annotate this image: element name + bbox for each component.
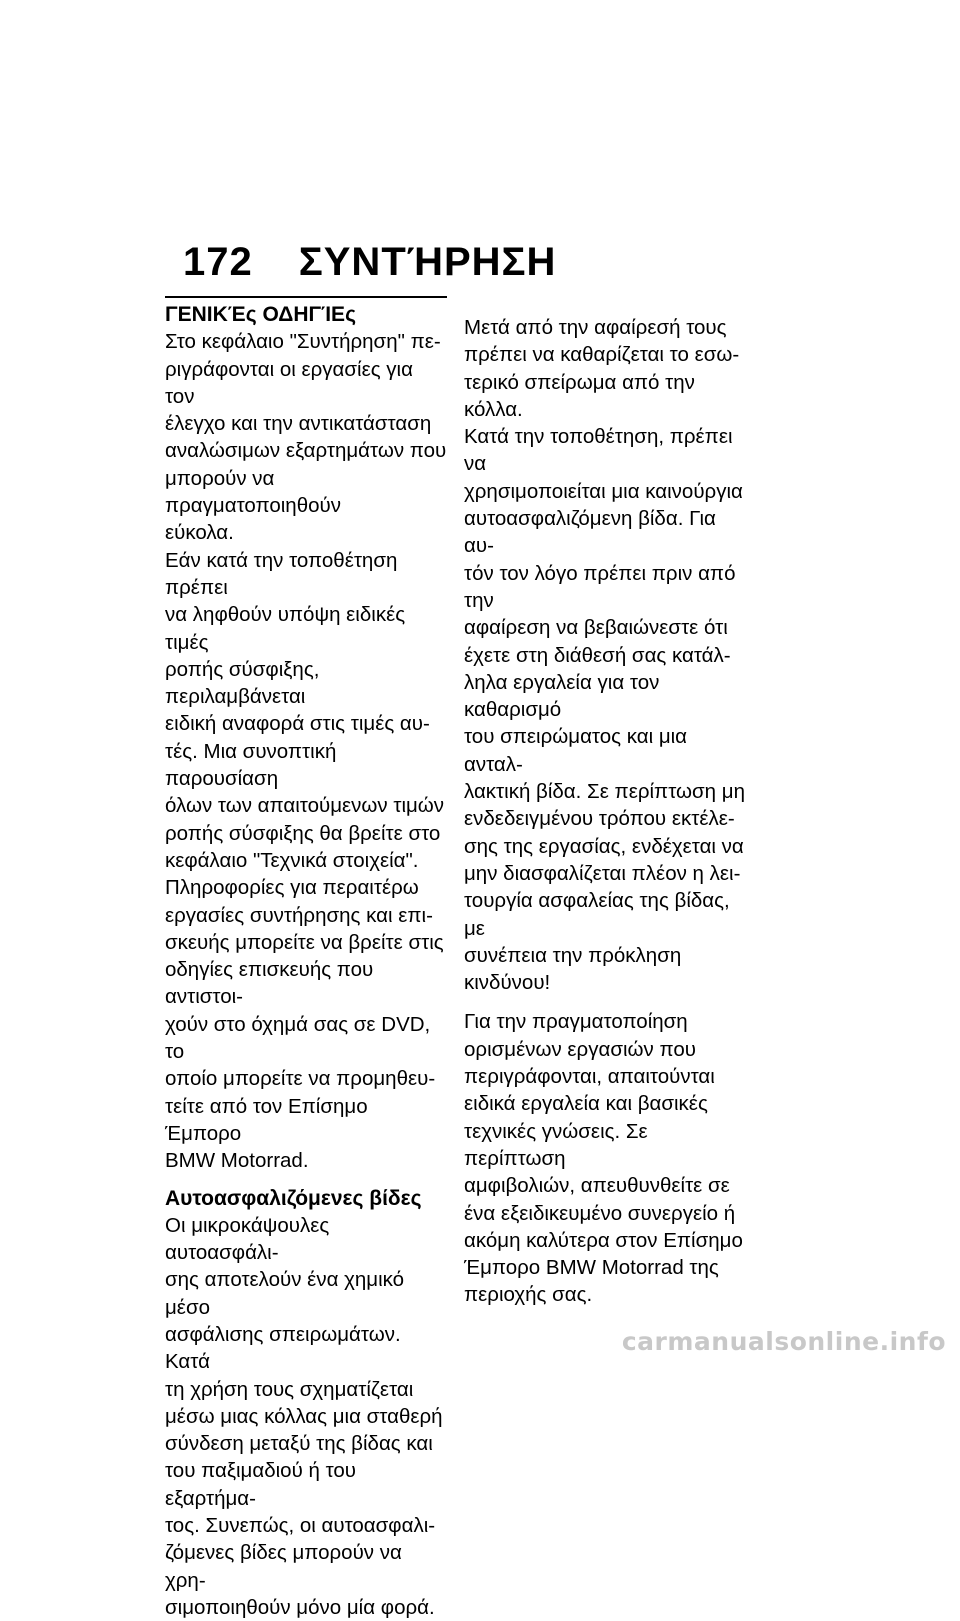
section-heading-self-locking-screws: Αυτοασφαλιζόμενες βίδες [165,1186,422,1210]
chapter-title: ΣΥΝΤΉΡΗΣΗ [298,240,557,284]
paragraph-microcapsules: Οι μικροκάψουλες αυτοασφάλι- σης αποτελούν ένα χημικό μέσο ασφάλισης σπειρωμάτων. Κατά τη χρήση τους σχηματίζεται μέσω μιας κόλλας μια σταθερή σύνδεση μεταξύ της βίδας και του παξιμαδιού ή του εξαρτήμα- τος. Συνεπώς, οι αυτοασφαλι- ζόμενες βίδες μπορούν να χρη- σιμοποιηθούν μόνο μία φορά. [165,1213,443,1619]
right-column [464,314,746,1309]
page-number: 172 [183,240,253,284]
paragraph-maintenance-intro: Στο κεφάλαιο "Συντήρηση" πε- ριγράφονται οι εργασίες για τον έλεγχο και την αντικατάσταση αναλώσιμων εξαρτημάτων που μπορούν να πραγματοποιηθούν εύκολα. [165,330,447,545]
section-heading-general-instructions: ΓΕΝΙΚΈς ΟΔΗΓΊΕς [165,296,447,328]
left-column [165,296,447,1621]
paragraph-screw-removal: Μετά από την αφαίρεσή τους πρέπει να καθαρίζεται το εσω- τερικό σπείρωμα από την κόλλα. Κατά την τοποθέτηση, πρέπει να χρησιμοποιείται μια καινούργια αυτοασφαλιζόμενη βίδα. Για αυ- τόν τον λόγο πρέπει πριν από την αφαίρεση να βεβαιώνεστε ότι έχετε στη διάθεσή σας κατάλ- ληλα εργαλεία για τον καθαρισμό του σπειρώματος και μια ανταλ- λακτική βίδα. Σε περίπτωση μη ενδεδειγμένου τρόπου εκτέλε- σης της εργασίας, ενδέχεται να μην διασφαλίζεται πλέον η λει- τουργία ασφαλείας της βίδας, με συνέπεια την πρόκληση κινδύνου! [464,316,745,995]
paragraph-tightening-torques: Εάν κατά την τοποθέτηση πρέπει να ληφθούν υπόψη ειδικές τιμές ροπής σύσφιξης, περιλαμβάνεται ειδική αναφορά στις τιμές αυ- τές. Μια συνοπτική παρουσίαση όλων των απαιτούμενων τιμών ροπής σύσφιξης θα βρείτε στο κεφάλαιο "Τεχνικά στοιχεία". Πληροφορίες για περαιτέρω εργασίες συντήρησης και επι- σκευής μπορείτε να βρείτε στις οδηγίες επισκευής που αντιστοι- χούν στο όχημά σας σε DVD, το οποίο μπορείτε να προμηθευ- τείτε από τον Επίσημο Έμπορο BMW Motorrad. [165,548,445,1173]
watermark-text: carmanualsonline.info [621,1327,946,1356]
page-header [183,238,556,286]
paragraph-special-tools: Για την πραγματοποίηση ορισμένων εργασιών που περιγράφονται, απαιτούνται ειδικά εργαλεία και βασικές τεχνικές γνώσεις. Σε περίπτωση αμφιβολιών, απευθυνθείτε σε ένα εξειδικευμένο συνεργείο ή ακόμη καλύτερα στον Επίσημο Έμπορο BMW Motorrad της περιοχής σας. [464,1010,743,1307]
